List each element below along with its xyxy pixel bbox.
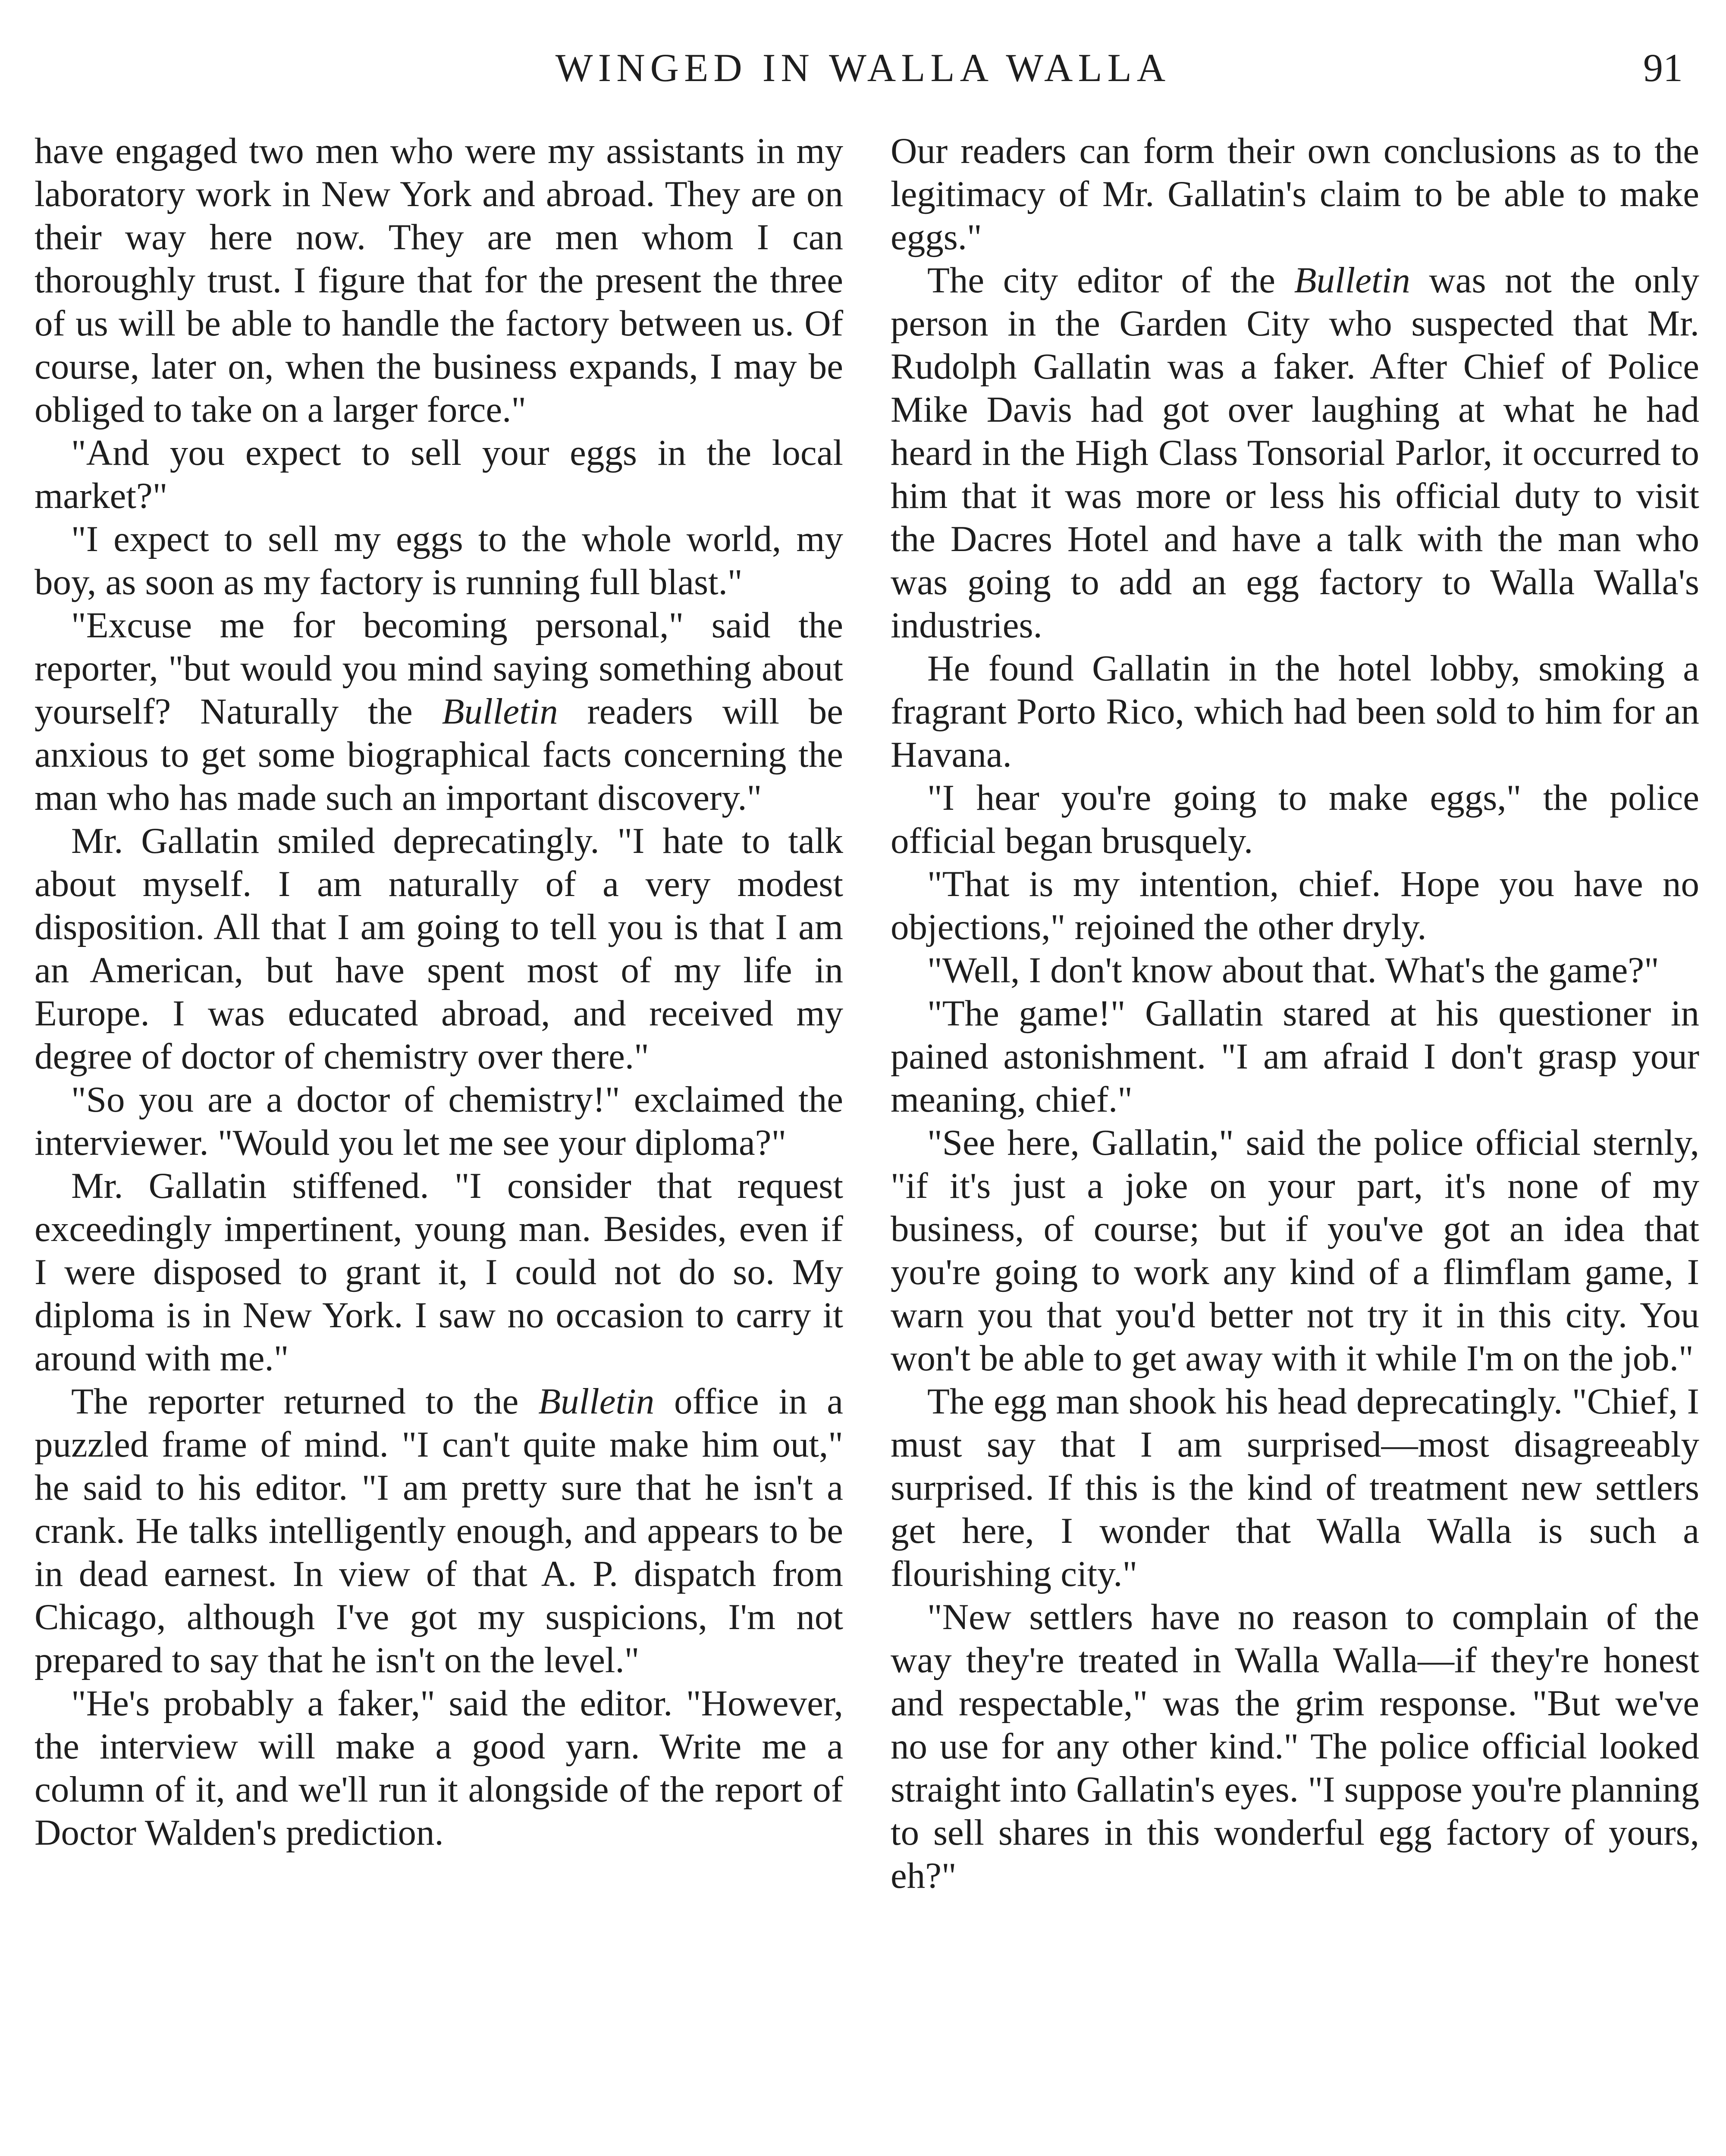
running-header	[35, 40, 1691, 96]
paragraph: "See here, Gallatin," said the police official sternly, "if it's just a joke on your part, it's none of my business, of course; but if you've got an idea that you're going to work any kind of a flimflam game, I warn you that you'd better not try it in this city. You won't be able to get away with it while I'm on the job."	[891, 1122, 1699, 1379]
paragraph: "He's probably a faker," said the editor. "However, the interview will make a good yarn. Write me a column of it, and we'll run it alongside of the report of Doctor Walden's prediction.	[35, 1683, 843, 1853]
paragraph: "The game!" Gallatin stared at his questioner in pained astonishment. "I am afraid I don't grasp your meaning, chief."	[891, 993, 1699, 1120]
paragraph: "Excuse me for becoming personal," said the reporter, "but would you mind saying something about yourself? Naturally the Bulletin readers will be anxious to get some biographical facts concerning the man who has made such an important discovery."	[35, 605, 843, 818]
paragraph: Our readers can form their own conclusions as to the legitimacy of Mr. Gallatin's claim to be able to make eggs."	[891, 131, 1699, 257]
paragraph: Mr. Gallatin stiffened. "I consider that request exceedingly impertinent, young man. Besides, even if I were disposed to grant it, I could not do so. My diploma is in New York. I saw no occasion to carry it around with me."	[35, 1166, 843, 1379]
paragraph: "So you are a doctor of chemistry!" exclaimed the interviewer. "Would you let me see your diploma?"	[35, 1079, 843, 1163]
paragraph: The reporter returned to the Bulletin office in a puzzled frame of mind. "I can't quite make him out," he said to his editor. "I am pretty sure that he isn't a crank. He talks intelligently enough, and appears to be in dead earnest. In view of that A. P. dispatch from Chicago, although I've got my suspicions, I'm not prepared to say that he isn't on the level."	[35, 1381, 843, 1680]
paragraph: He found Gallatin in the hotel lobby, smoking a fragrant Porto Rico, which had been sold to him for an Havana.	[891, 648, 1699, 775]
paragraph: have engaged two men who were my assistants in my laboratory work in New York and abroad. They are on their way here now. They are men whom I can thoroughly trust. I figure that for the present the three of us will be able to handle the factory between us. Of course, later on, when the business expands, I may be obliged to take on a larger force."	[35, 131, 843, 430]
paragraph: "I expect to sell my eggs to the whole world, my boy, as soon as my factory is running full blast."	[35, 519, 843, 602]
left-column	[35, 129, 843, 1854]
paragraph: "That is my intention, chief. Hope you have no objections," rejoined the other dryly.	[891, 864, 1699, 947]
running-title: WINGED IN WALLA WALLA	[555, 46, 1171, 90]
paragraph: Mr. Gallatin smiled deprecatingly. "I hate to talk about myself. I am naturally of a very modest disposition. All that I am going to tell you is that I am an American, but have spent most of my life in Europe. I was educated abroad, and received my degree of doctor of chemistry over there."	[35, 821, 843, 1077]
paragraph: "And you expect to sell your eggs in the local market?"	[35, 432, 843, 516]
paragraph: "I hear you're going to make eggs," the police official began brusquely.	[891, 777, 1699, 861]
page-number: 91	[1643, 46, 1683, 90]
paragraph: The city editor of the Bulletin was not the only person in the Garden City who suspected that Mr. Rudolph Gallatin was a faker. After Chief of Police Mike Davis had got over laughing at what he had heard in the High Class Tonsorial Parlor, it occurred to him that it was more or less his official duty to visit the Dacres Hotel and have a talk with the man who was going to add an egg factory to Walla Walla's industries.	[891, 260, 1699, 646]
right-column	[891, 129, 1699, 1897]
paragraph: "New settlers have no reason to complain of the way they're treated in Walla Walla—if they're honest and respectable," was the grim response. "But we've no use for any other kind." The police official looked straight into Gallatin's eyes. "I suppose you're planning to sell shares in this wonderful egg factory of yours, eh?"	[891, 1597, 1699, 1896]
paragraph: "Well, I don't know about that. What's the game?"	[927, 950, 1659, 990]
paragraph: The egg man shook his head deprecatingly. "Chief, I must say that I am surprised—most disagreeably surprised. If this is the kind of treatment new settlers get here, I wonder that Walla Walla is such a flourishing city."	[891, 1381, 1699, 1594]
